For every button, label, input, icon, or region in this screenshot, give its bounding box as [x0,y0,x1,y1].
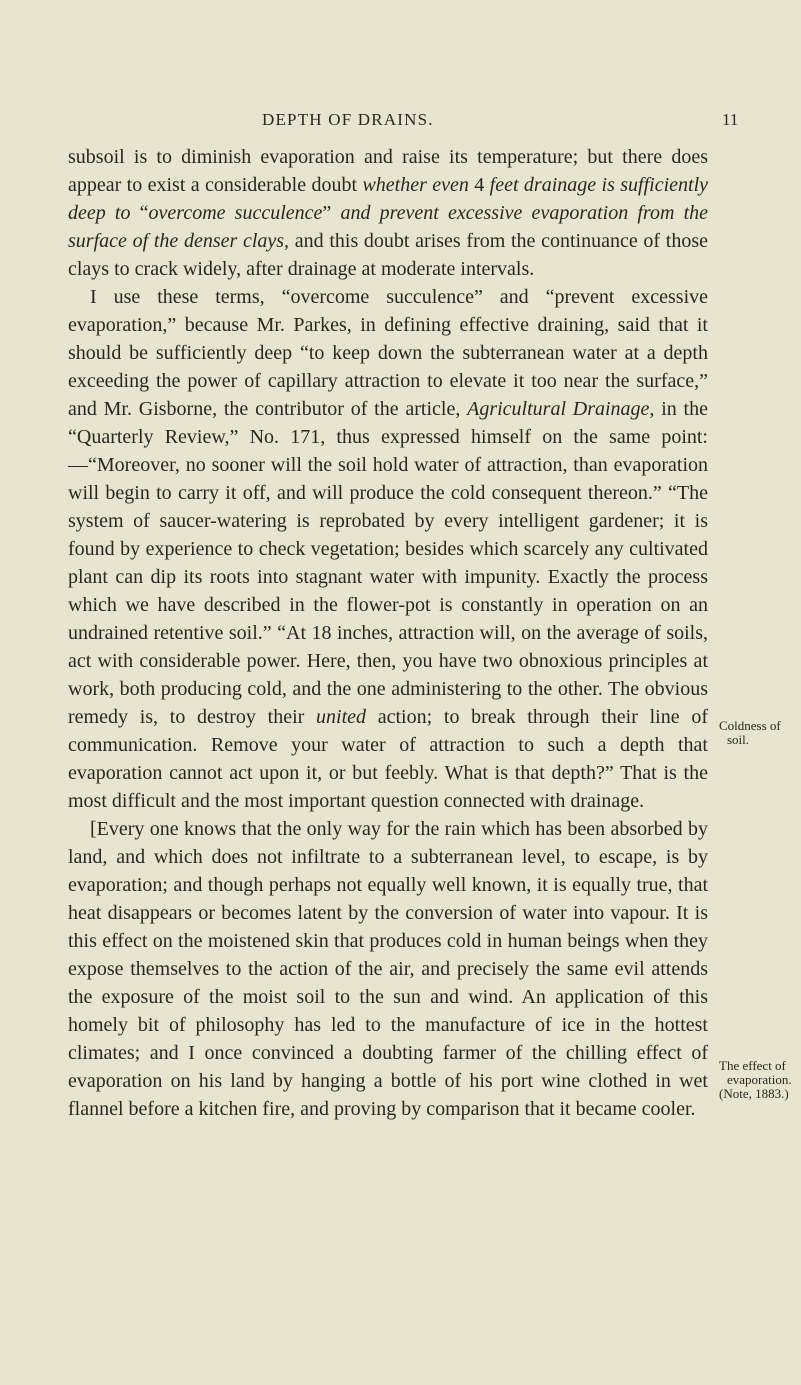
body-text [68,143,708,1123]
running-head: DEPTH OF DRAINS. [262,110,434,129]
margin-note-evaporation: The effect of evaporation. (Note, 1883.) [719,1058,792,1101]
page-number: 11 [722,110,739,129]
paragraph-3: [Every one knows that the only way for the rain which has been absorbed by land, and which does not infiltrate to a subterranean level, to escape, is by evaporation; and though perhaps not equally well known, it is equally true, that heat disappears or becomes latent by the conversion of water into vapour. It is this effect on the moistened skin that produces cold in human beings when they expose themselves to the action of the air, and precisely the same evil attends the exposure of the moist soil to the sun and wind. An application of this homely bit of philosophy has led to the manufacture of ice in the hottest climates; and I once convinced a doubting farmer of the chilling effect of evaporation on his land by hanging a bottle of his port wine clothed in wet flannel before a kitchen fire, and proving by comparison that it became cooler. [68,818,708,1120]
paragraph-2: I use these terms, “overcome succulence” and “prevent excessive evaporation,” because Mr. Parkes, in defining effective draining, said that it should be sufficiently deep “to keep down the subterranean water at a depth exceeding the power of capillary attraction to elevate it too near the surface,” and Mr. Gisborne, the contributor of the article, Agricultural Drainage, in the “Quarterly Review,” No. 171, thus expressed himself on the same point:—“Moreover, no sooner will the soil hold water of attraction, than evaporation will begin to carry it off, and will produce the cold consequent thereon.” “The system of saucer-watering is reprobated by every intelligent gardener; it is found by experience to check vegetation; besides which scarcely any cultivated plant can dip its roots into stagnant water with impunity. Exactly the process which we have described in the flower-pot is constantly in operation on an undrained retentive soil.” “At 18 inches, attraction will, on the average of soils, act with considerable power. Here, then, you have two obnoxious principles at work, both producing cold, and the one administering to the other. The obvious remedy is, to destroy their united action; to break through their line of communication. Remove your water of attraction to such a depth that evaporation cannot act upon it, or but feebly. What is that depth?” That is the most difficult and the most important question connected with drainage. [68,286,708,812]
margin-note-coldness: Coldness of soil. [719,718,781,747]
page-header [0,110,801,134]
paragraph-1: subsoil is to diminish evaporation and raise its temperature; but there does appear to exist a considerable doubt whether even 4 feet drainage is sufficiently deep to “overcome succulence” and prevent excessive evaporation from the surface of the denser clays, and this doubt arises from the continuance of those clays to crack widely, after drainage at moderate intervals. [68,146,709,280]
